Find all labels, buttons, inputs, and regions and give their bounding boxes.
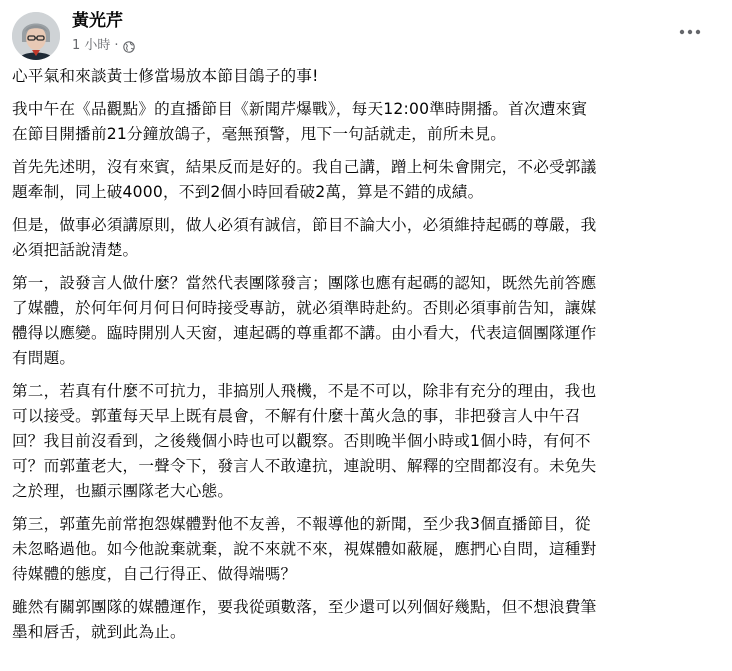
post-paragraph: 雖然有關郭團隊的媒體運作，要我從頭數落，至少還可以列個好幾點，但不想浪費筆 墨和唇舌，就到此為止。 bbox=[12, 598, 597, 641]
post-timestamp[interactable]: 1 小時 bbox=[72, 38, 111, 53]
post-paragraph: 第三，郭董先前常抱怨媒體對他不友善，不報導他的新聞，至少我3個直播節目，從 未忽略過他。如今他說棄就棄，說不來就不來，視媒體如蔽屣，應捫心自問，這種對 待媒體的態度，自己行得正、做得端嗎？ bbox=[12, 515, 597, 583]
meta-separator: · bbox=[114, 38, 119, 53]
author-name[interactable]: 黃光芹 bbox=[72, 11, 123, 31]
post-body bbox=[12, 64, 720, 653]
post-meta bbox=[72, 37, 135, 55]
post-header bbox=[0, 0, 732, 64]
post-paragraph: 第二，若真有什麼不可抗力，非搞別人飛機，不是不可以，除非有充分的理由，我也 可以接受。郭董每天早上既有晨會，不解有什麼十萬火急的事，非把發言人中午召 回？我目前沒看到，之後幾個小時也可以觀察。否則晚半個小時或1個小時，有何不 可？而郭董老大，一聲令下，發言人不敢違抗，連說明、解釋的空間都沒有。未免失 之於理，也顯示團隊老大心態。 bbox=[12, 382, 597, 500]
post-paragraph: 首先先述明，沒有來賓，結果反而是好的。我自己講，蹭上柯朱會開完，不必受郭議 題牽制，同上破4000，不到2個小時回看破2萬，算是不錯的成績。 bbox=[12, 158, 597, 201]
post-paragraph: 但是，做事必須講原則，做人必須有誠信，節目不論大小，必須維持起碼的尊嚴，我 必須把話說清楚。 bbox=[12, 216, 597, 259]
post-paragraph: 我中午在《品觀點》的直播節目《新聞芹爆戰》，每天12:00準時開播。首次遭來賓 在節目開播前21分鐘放鴿子，毫無預警，甩下一句話就走，前所未見。 bbox=[12, 100, 588, 143]
more-options-button[interactable] bbox=[672, 14, 708, 50]
globe-icon[interactable] bbox=[123, 41, 135, 53]
post-paragraph: 心平氣和來談黃士修當場放本節目鴿子的事! bbox=[12, 67, 319, 85]
more-horizontal-icon bbox=[679, 29, 701, 35]
author-avatar[interactable] bbox=[12, 12, 60, 60]
post-paragraph: 第一，設發言人做什麼？當然代表團隊發言；團隊也應有起碼的認知，既然先前答應 了媒體，於何年何月何日何時接受專訪，就必須準時赴約。否則必須事前告知，讓媒 體得以應變。臨時開別人天窗，連起碼的尊重都不講。由小看大，代表這個團隊運作 有問題。 bbox=[12, 274, 597, 367]
avatar-image bbox=[12, 12, 60, 60]
